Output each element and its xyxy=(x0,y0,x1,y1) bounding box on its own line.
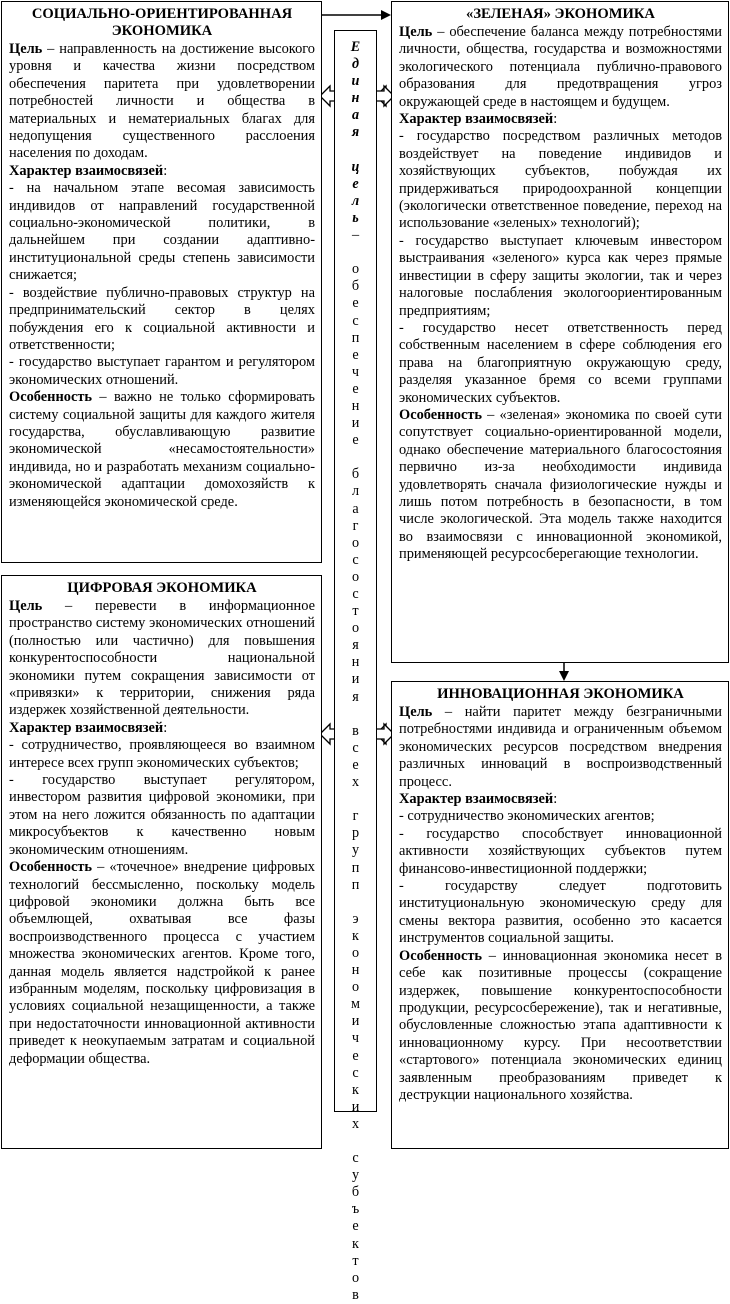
unified-goal-letter: п xyxy=(351,329,360,346)
unified-goal-letter: б xyxy=(351,466,360,483)
social-relations-label: Характер взаимосвязей xyxy=(9,162,164,179)
innovation-feature-text: – инновационная экономика несет в себе как позитивные процессы (сокращение издержек, повышение конкурентоспособности продукции, ресурсосбережение), так и негативные, обусловленные сложностью этапа адаптивности к инновационному курсу. При несоответствии «стартового» потенциала экономических единиц заявленным преобразованиям приведет к деструкции национального хозяйства. xyxy=(399,947,722,1103)
innovation-relation-item: - государству следует подготовить институциональную экономическую среду для смены вектора развития, особенно это касается инструментов социальной защиты. xyxy=(399,878,722,947)
green-relation-item: - государство выступает ключевым инвестором выстраивания «зеленого» курса как через прямые инвестиции в сферу защиты экологии, так и через налоговые послабления экологоориентированным предприятиям; xyxy=(399,232,722,319)
unified-goal-letter xyxy=(335,1133,376,1150)
digital-goal-text: – перевести в информационное пространство систему экономических отношений (полностью или частично) для повышения конкурентоспособности национальной экономики путем сокращения зависимости от «привязки» к территории, снижения ряда издержек хозяйственной деятельности. xyxy=(9,598,315,719)
unified-goal-letter: е xyxy=(352,1218,359,1235)
unified-goal-letter: е xyxy=(352,175,359,192)
unified-goal-letter: о xyxy=(351,261,360,278)
unified-goal-letter: ч xyxy=(351,363,360,380)
unified-goal-letter: я xyxy=(351,124,360,141)
unified-goal-letter: е xyxy=(352,295,359,312)
social-feature-label: Особенность xyxy=(9,389,93,406)
innovation-goal-text: – найти паритет между безграничными потребностями индивида и ограниченным объемом экономических ресурсов посредством внедрения различных инноваций в воспроизводственный процесс. xyxy=(399,704,722,790)
unified-goal-letter: м xyxy=(351,996,360,1013)
green-goal-text: – обеспечение баланса между потребностями личности, общества, государства и возможностями экологического потенциала публично-правового образования для предотвращения угроз окружающей среде в настоящем и будущем. xyxy=(399,24,722,110)
unified-goal-letter xyxy=(335,244,376,261)
unified-goal-letter: б xyxy=(351,278,360,295)
unified-goal-letter: ь xyxy=(352,209,359,226)
unified-goal-letter: е xyxy=(352,432,359,449)
unified-goal-letter: е xyxy=(352,756,359,773)
unified-goal-letter: и xyxy=(351,73,360,90)
unified-goal-letter: ч xyxy=(351,1030,360,1047)
unified-goal-letter: и xyxy=(351,671,360,688)
unified-goal-letter: о xyxy=(351,944,360,961)
digital-title: ЦИФРОВАЯ ЭКОНОМИКА xyxy=(67,580,257,596)
green-relation-item: - государство посредством различных методов воздействует на поведение индивидов и хозяйствующих субъектов, побуждая их придерживаться природоохранной концепции (экологически ответственное поведение, переход на использование «зеленых» технологий); xyxy=(399,128,722,232)
unified-goal-letter: г xyxy=(352,517,359,534)
green-relations-label: Характер взаимосвязей xyxy=(399,111,554,128)
unified-goal-letter: п xyxy=(351,859,360,876)
unified-goal-letter: о xyxy=(351,979,360,996)
unified-goal-letter: и xyxy=(351,1098,360,1115)
unified-goal-letter: в xyxy=(352,1286,359,1303)
digital-feature-label: Особенность xyxy=(9,859,93,876)
social-goal-text: – направленность на достижение высокого уровня и качества жизни посредством обеспечения паритета при удовлетворении потребностей личности и общества в материальных и нематериальных благах для недопущения существенного расслоения населения по доходам. xyxy=(9,41,315,162)
unified-goal-letter: е xyxy=(352,346,359,363)
unified-goal-letter: н xyxy=(351,654,360,671)
digital-feature-text: – «точечное» внедрение цифровых технологий бессмысленно, поскольку модель цифровой экономики должна быть все объемлющей, охватывая все фазы воспроизводственного процесса с участием множества экономических агентов. Кроме того, данная модель является надстройкой к ранее избранным моделям, поскольку цифровизация в условиях социальной незащищенности, а также при недостаточности инновационной активности приведет к неокупаемым затратам и социальной деформации общества. xyxy=(9,859,315,1067)
green-relations-heading: Характер взаимосвязей: xyxy=(399,111,558,128)
unified-goal-letter: у xyxy=(351,842,360,859)
unified-goal-letter: о xyxy=(351,534,360,551)
unified-goal-letter: о xyxy=(351,1269,360,1286)
unified-goal-letter: с xyxy=(352,739,359,756)
social-relations-heading: Характер взаимосвязей: xyxy=(9,162,168,179)
unified-goal-letter: с xyxy=(352,551,359,568)
unified-goal-letter: т xyxy=(352,1252,359,1269)
digital-relations-heading: Характер взаимосвязей: xyxy=(9,719,168,736)
unified-goal-letter: с xyxy=(352,586,359,602)
unified-goal-letter: н xyxy=(351,397,360,414)
unified-goal-letter: к xyxy=(352,1081,359,1098)
social-goal-label: Цель xyxy=(9,41,43,57)
unified-goal-letter: у xyxy=(351,1167,360,1184)
unified-goal-letter xyxy=(335,706,376,723)
innovation-relation-item: - государство способствует инновационной активности хозяйствующих субъектов путем финансово-инвестиционной поддержки; xyxy=(399,825,722,877)
unified-goal-letter: ц xyxy=(351,158,360,175)
unified-goal-letter: я xyxy=(352,637,359,654)
unified-goal-letter: л xyxy=(351,483,360,500)
unified-goal-letter: х xyxy=(351,1115,360,1132)
green-feature-text: – «зеленая» экономика по своей сути сопутствует социально-ориентированной модели, однако обеспечение материального благосостояния первично из-за необходимости индивида удовлетворять сначала физиологические нужды и лишь потом потребность в безопасности, в том числе экологической. Эта модель также находится во взаимосвязи с инновационной экономикой, применяющей ресурсосберегающие технологии. xyxy=(399,406,722,563)
unified-goal-letter: а xyxy=(351,107,360,124)
arrow-head-to-green xyxy=(381,10,391,20)
unified-goal-letter: л xyxy=(351,192,360,209)
unified-goal-letter: к xyxy=(352,1235,359,1252)
unified-goal-letter: н xyxy=(351,90,360,107)
social-title: СОЦИАЛЬНО-ОРИЕНТИРОВАННАЯ ЭКОНОМИКА xyxy=(31,6,293,39)
social-relation-item: - воздействие публично-правовых структур на предпринимательский сектор в целях побуждения его к социальной активности и ответственности; xyxy=(9,284,315,353)
digital-economy-box xyxy=(1,575,322,1149)
unified-goal-letter: о xyxy=(351,568,360,585)
unified-goal-letter: г xyxy=(352,808,359,825)
unified-goal-letter: р xyxy=(351,825,360,842)
innovation-relation-item: - сотрудничество экономических агентов; xyxy=(399,808,655,825)
unified-goal-letter: а xyxy=(352,500,359,517)
social-relation-item: - государство выступает гарантом и регулятором экономических отношений. xyxy=(9,354,315,388)
unified-goal-letter: с xyxy=(352,1064,359,1081)
social-feature-text: – важно не только сформировать систему социальной защиты для каждого жителя государства, обуславливающую развитие экономической «несамостоятельности» индивида, но и разработать механизм социально-экономической адаптации домохозяйств к изменяющейся экономической среде. xyxy=(9,389,315,510)
green-economy-box xyxy=(391,1,729,663)
innovation-economy-box xyxy=(391,681,729,1149)
green-relation-item: - государство несет ответственность перед собственным населением в сфере соблюдения его права на благоприятную окружающую среду, разделяя указанное бремя со всеми группами экономических субъектов. xyxy=(399,319,722,406)
unified-goal-letter: н xyxy=(351,962,360,979)
green-goal xyxy=(399,24,722,111)
social-goal xyxy=(9,41,315,163)
unified-goal-letter: о xyxy=(351,620,360,637)
unified-goal-column xyxy=(334,30,377,1303)
innovation-relations-label: Характер взаимосвязей xyxy=(399,791,554,808)
digital-goal xyxy=(9,598,315,720)
green-title: «ЗЕЛЕНАЯ» ЭКОНОМИКА xyxy=(466,6,655,22)
green-feature-label: Особенность xyxy=(399,406,483,423)
unified-goal-letter: Е xyxy=(350,39,361,55)
innovation-goal xyxy=(399,704,722,791)
innovation-feature xyxy=(399,948,722,1105)
innovation-goal-label: Цель xyxy=(399,704,433,720)
social-feature xyxy=(9,389,315,511)
unified-goal-letter: с xyxy=(352,1150,359,1167)
innovation-relations-heading: Характер взаимосвязей: xyxy=(399,791,558,808)
unified-goal-letter: с xyxy=(352,312,359,329)
social-relation-item: - на начальном этапе весомая зависимость индивидов от направлений государственной социально-экономической политики, в дальнейшем при создании адаптивно-институциональной среды степень зависимости снижается; xyxy=(9,180,315,284)
unified-goal-letter: и xyxy=(351,1013,360,1030)
unified-goal-letter: б xyxy=(351,1184,360,1201)
unified-goal-letter: х xyxy=(351,774,360,791)
unified-goal-letter: д xyxy=(351,56,360,73)
digital-relations-label: Характер взаимосвязей xyxy=(9,719,164,736)
unified-goal-letter xyxy=(335,791,376,808)
unified-goal-letter: – xyxy=(351,227,360,244)
unified-goal-text xyxy=(335,39,376,1304)
innovation-title: ИННОВАЦИОННАЯ ЭКОНОМИКА xyxy=(437,686,684,702)
green-feature xyxy=(399,407,722,564)
unified-goal-letter: в xyxy=(352,722,359,739)
unified-goal-letter xyxy=(335,449,376,466)
innovation-feature-label: Особенность xyxy=(399,947,483,964)
unified-goal-letter: е xyxy=(352,380,359,397)
unified-goal-letter: п xyxy=(351,876,360,893)
unified-goal-letter: э xyxy=(352,910,359,927)
digital-goal-label: Цель xyxy=(9,598,43,614)
green-goal-label: Цель xyxy=(399,24,433,40)
unified-goal-letter: к xyxy=(352,927,359,944)
unified-goal-letter: ъ xyxy=(351,1201,360,1218)
unified-goal-letter: и xyxy=(351,415,360,432)
unified-goal-letter: я xyxy=(352,688,359,705)
social-economy-box xyxy=(1,1,322,563)
unified-goal-letter: т xyxy=(352,603,359,620)
unified-goal-letter xyxy=(335,894,376,911)
digital-relation-item: - государство выступает регулятором, инвестором развития цифровой экономики, при этом на него ложится обязанность по адаптации микросубъектов к качественно новым экономическим отношениям. xyxy=(9,772,315,858)
arrow-head-to-innovation xyxy=(559,671,569,681)
unified-goal-letter xyxy=(335,142,376,159)
digital-relation-item: - сотрудничество, проявляющееся во взаимном интересе всех групп экономических субъектов; xyxy=(9,737,315,771)
digital-feature xyxy=(9,859,315,1068)
unified-goal-letter: е xyxy=(352,1047,359,1064)
